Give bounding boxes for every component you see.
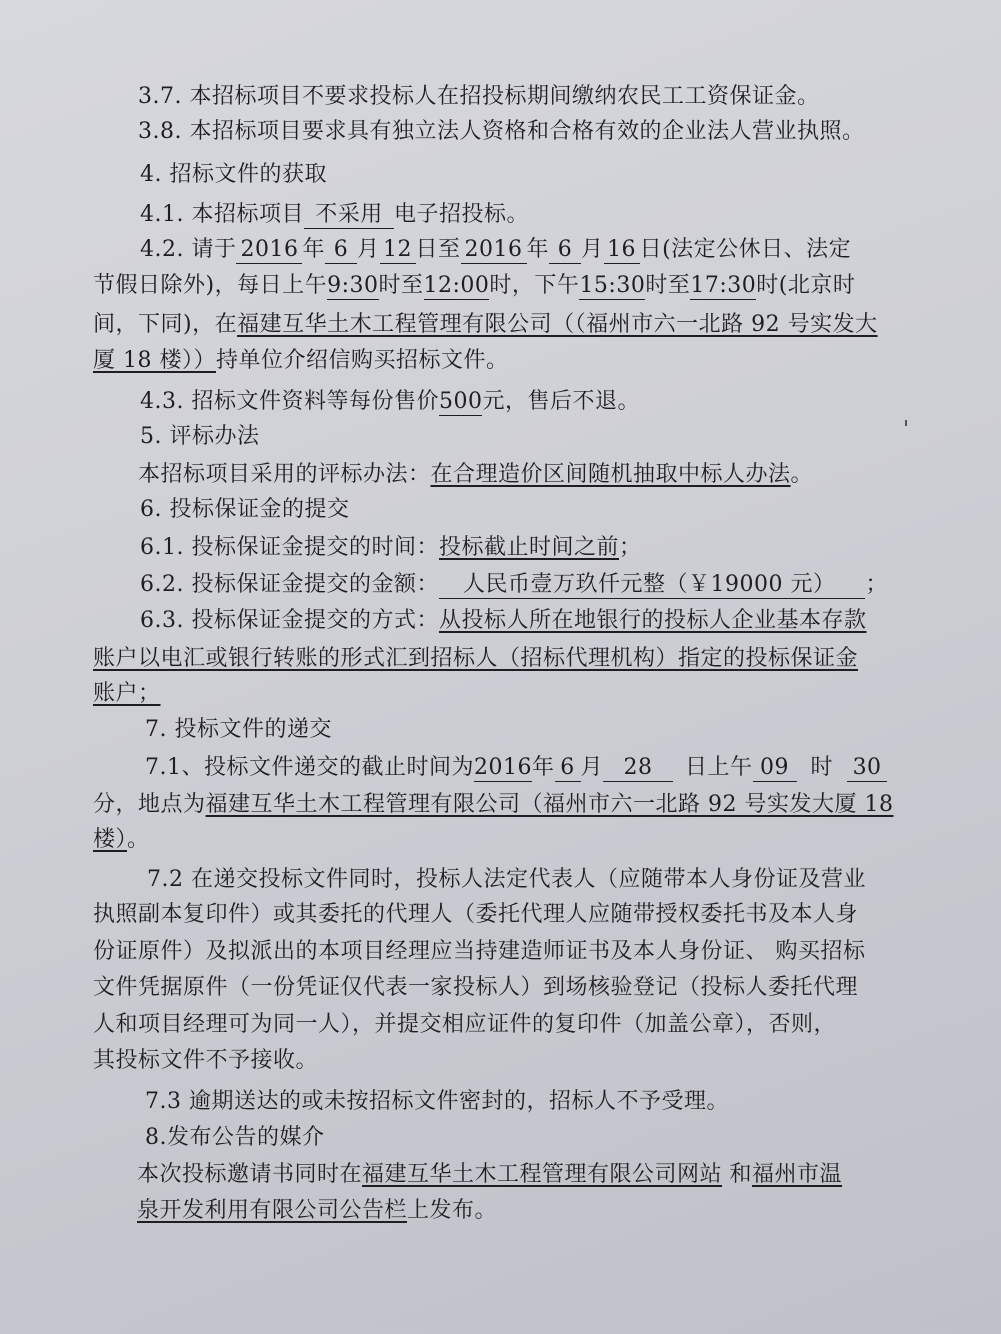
text: 日上午	[685, 755, 753, 780]
text: 6.2. 投标保证金提交的金额：	[140, 572, 439, 597]
clause-5	[0, 460, 1001, 490]
text: 节假日除外)，每日上午	[93, 273, 328, 298]
text: 7.1、投标文件递交的截止时间为	[145, 755, 474, 780]
clause-8-line-2	[0, 1196, 1001, 1226]
text: 间，下同)，在	[93, 312, 238, 337]
clause-6-1	[0, 533, 1001, 563]
text: 上发布。	[407, 1198, 498, 1223]
text: 月	[580, 755, 604, 780]
clause-6-2	[0, 570, 1001, 600]
clause-7-1-line-1	[0, 753, 1001, 783]
clause-7-3: 7.3 逾期送达的或未按招标文件密封的，招标人不予受理。	[145, 1089, 729, 1114]
blank-time: 17:30	[690, 273, 757, 298]
clause-6-3-line-1	[0, 606, 1001, 636]
blank-year: 2016	[461, 237, 527, 264]
underlined-board: 泉开发利用有限公司公告栏	[137, 1198, 408, 1223]
clause-7-2-line-6: 其投标文件不予接收。	[93, 1048, 319, 1073]
blank-time: 12:00	[423, 273, 490, 298]
text: 月	[357, 237, 380, 262]
text: ；	[865, 572, 888, 597]
text: 电子招投标。	[393, 202, 529, 227]
clause-8-line-1	[0, 1160, 1001, 1190]
clause-6-3-line-2	[0, 644, 1001, 674]
text: ；	[619, 535, 642, 560]
text: 时，下午	[489, 273, 580, 298]
clause-4-2-line-4	[0, 346, 1001, 376]
blank-value: 不采用	[304, 202, 394, 229]
blank-time: 9:30	[327, 273, 379, 298]
blank-hour: 09	[753, 755, 797, 782]
text: 。	[127, 827, 150, 852]
text: 年	[526, 237, 550, 262]
clause-4-2-line-2	[0, 271, 1001, 301]
text: 6.3. 投标保证金提交的方式：	[140, 608, 439, 633]
blank-minute: 30	[847, 755, 887, 782]
clause-4-3	[0, 387, 1001, 417]
clause-4-2-line-3	[0, 310, 1001, 340]
ink-mark	[905, 420, 907, 426]
text: 。	[790, 462, 814, 487]
text: 月	[581, 237, 604, 262]
heading-6: 6. 投标保证金的提交	[140, 497, 350, 522]
text: 时(北京时	[756, 273, 856, 298]
text: 4.2. 请于	[140, 237, 237, 262]
clause-6-3-line-3	[0, 679, 1001, 709]
blank-time: 15:30	[579, 273, 646, 298]
blank-day: 28	[603, 755, 673, 782]
text: 年	[302, 237, 325, 262]
text: 年	[532, 755, 555, 780]
clause-4-1	[0, 200, 1001, 230]
heading-7: 7. 投标文件的递交	[145, 717, 332, 742]
blank-month: 6	[555, 755, 581, 782]
text: 分，地点为	[93, 792, 206, 817]
underlined-website: 福建互华土木工程管理有限公司网站	[362, 1162, 723, 1187]
text: 4.1. 本招标项目	[140, 202, 304, 227]
heading-4: 4. 招标文件的获取	[140, 162, 327, 187]
underlined-board: 福州市温	[752, 1162, 843, 1187]
underlined-location: 福建互华土木工程管理有限公司（福州市六一北路 92 号实发大厦 18	[205, 792, 894, 817]
heading-8: 8.发布公告的媒介	[145, 1125, 325, 1150]
text: 4.3. 招标文件资料等每份售价	[140, 389, 439, 414]
blank-year: 2016	[474, 755, 532, 780]
underlined-method: 从投标人所在地银行的投标人企业基本存款	[438, 608, 867, 633]
blank-amount: 人民币壹万玖仟元整（￥19000 元）	[439, 572, 865, 599]
text: 6.1. 投标保证金提交的时间：	[140, 535, 439, 560]
clause-7-2-line-4: 文件凭据原件（一份凭证仅代表一家投标人）到场核验登记（投标人委托代理	[93, 975, 859, 1000]
text: 时至	[378, 273, 424, 298]
clause-7-1-line-2	[0, 790, 1001, 820]
blank-day: 12	[380, 237, 416, 264]
underlined-location: 楼）	[93, 827, 128, 852]
underlined-method: 账户以电汇或银行转账的形式汇到招标人（招标代理机构）指定的投标保证金	[93, 646, 859, 671]
text: 日至	[415, 237, 461, 262]
underlined-method: 在合理造价区间随机抽取中标人办法	[430, 462, 791, 487]
clause-3-8: 3.8. 本招标项目要求具有独立法人资格和合格有效的企业法人营业执照。	[138, 119, 865, 144]
clause-7-2-line-5: 人和项目经理可为同一人），并提交相应证件的复印件（加盖公章），否则，	[93, 1012, 837, 1037]
clause-7-1-line-3	[0, 825, 1001, 855]
text: 和	[722, 1162, 753, 1187]
heading-5: 5. 评标办法	[140, 424, 260, 449]
clause-7-2-line-3: 份证原件）及拟派出的本项目经理应当持建造师证书及本人身份证、 购买招标	[93, 939, 866, 964]
text: 本招标项目采用的评标办法：	[138, 462, 431, 487]
underlined-company-address: 福建互华土木工程管理有限公司（（福州市六一北路 92 号实发大	[237, 312, 878, 337]
blank-day: 16	[604, 237, 640, 264]
blank-month: 6	[325, 237, 357, 264]
text: 元，售后不退。	[482, 389, 640, 414]
underlined-time: 投标截止时间之前	[438, 535, 619, 560]
text: 本次投标邀请书同时在	[137, 1162, 363, 1187]
blank-month: 6	[549, 237, 581, 264]
text: 时至	[645, 273, 691, 298]
underlined-address-end: 厦 18 楼））	[93, 348, 216, 373]
clause-7-2-line-1: 7.2 在递交投标文件同时，投标人法定代表人（应随带本人身份证及营业	[147, 867, 866, 892]
blank-year: 2016	[236, 237, 302, 264]
clause-3-7: 3.7. 本招标项目不要求投标人在招投标期间缴纳农民工工资保证金。	[138, 84, 820, 109]
text: 持单位介绍信购买招标文件。	[215, 348, 509, 373]
underlined-method: 账户；	[93, 681, 161, 706]
clause-7-2-line-2: 执照副本复印件）或其委托的代理人（委托代理人应随带授权委托书及本人身	[93, 902, 859, 927]
text: 时	[810, 755, 834, 780]
text: 日(法定公休日、法定	[639, 237, 852, 262]
blank-price: 500	[438, 389, 483, 414]
clause-4-2-line-1	[0, 235, 1001, 265]
